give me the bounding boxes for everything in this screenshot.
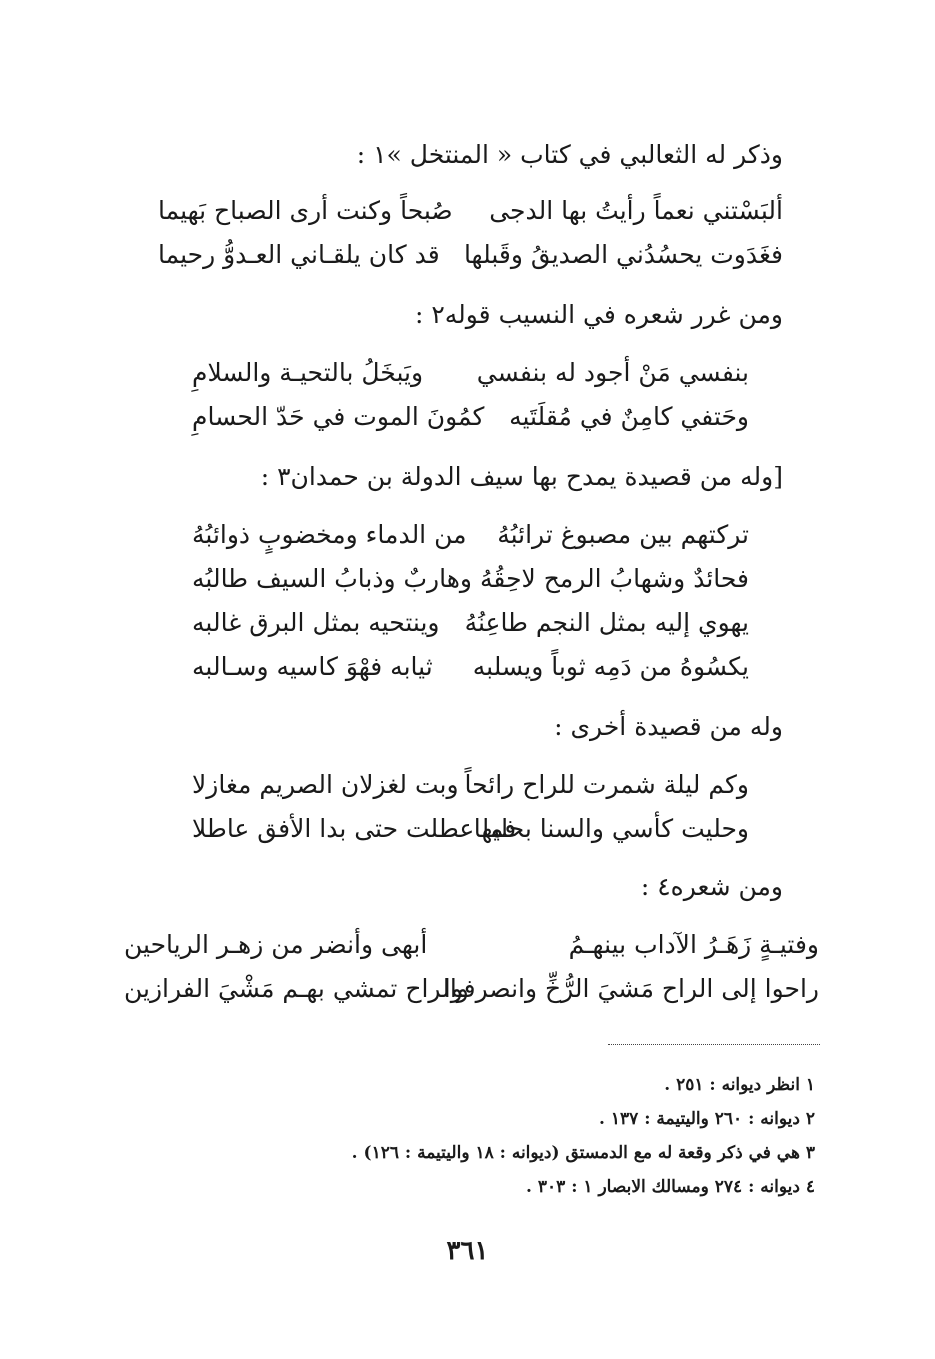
intro-line: وله من قصيدة أخرى :: [554, 712, 783, 741]
verse-left-hemistich: وبت لغزلان الصريم مغازلا: [192, 770, 459, 799]
footnote: ٣ هي في ذكر وقعة له مع الدمستق (ديوانه : ١٨ واليتيمة : ١٢٦) .: [351, 1143, 815, 1163]
verse-right-hemistich: تركتهم بين مصبوغ ترائبُهُ: [497, 520, 749, 549]
verse-left-hemistich: وينتحيه بمثل البرق غالبه: [192, 608, 440, 637]
verse-right-hemistich: وكم ليلة شمرت للراح رائحاً: [464, 770, 749, 799]
verse-right-hemistich: بنفسي مَنْ أجود له بنفسي: [476, 358, 749, 387]
intro-line: ومن شعره٤ :: [640, 872, 783, 901]
verse-right-hemistich: يكسُوهُ من دَمِه ثوباً ويسلبه: [472, 652, 749, 681]
verse-right-hemistich: راحوا إلى الراح مَشيَ الرُّخِّ وانصرفوا: [443, 974, 819, 1003]
verse-right-hemistich: يهوي إليه بمثل النجم طاعِنُهُ: [464, 608, 749, 637]
verse-left-hemistich: من الدماء ومخضوبٍ ذوائبُهُ: [192, 520, 467, 549]
verse-left-hemistich: ثيابه فهْوَ كاسيه وسـالبه: [192, 652, 433, 681]
verse-right-hemistich: وحليت كأسي والسنا بحليها: [473, 814, 749, 843]
footnote: ٤ ديوانه : ٢٧٤ ومسالك الابصار ١ : ٣٠٣ .: [526, 1177, 815, 1197]
verse-left-hemistich: أبهى وأنضر من زهـر الرياحين: [124, 930, 428, 959]
verse-right-hemistich: فغَدَوت يحسُدُني الصديقُ وقَبلها: [463, 240, 783, 269]
verse-left-hemistich: والراح تمشي بهـم مَشْيَ الفرازين: [124, 974, 469, 1003]
verse-left-hemistich: فما عطلت حتى بدا الأفق عاطلا: [192, 814, 517, 843]
verse-left-hemistich: ويَبخَلُ بالتحيـة والسلامِ: [192, 358, 424, 387]
page-number: ٣٦١: [446, 1236, 489, 1266]
footnote-separator: [608, 1044, 820, 1045]
intro-line: ومن غرر شعره في النسيب قوله٢ :: [414, 300, 783, 329]
verse-left-hemistich: كمُونَ الموت في حَدّ الحسامِ: [192, 402, 485, 431]
verse-right-hemistich: فحائدٌ وشهابُ الرمح لاحِقُهُ: [480, 564, 749, 593]
footnote: ٢ ديوانه : ٢٦٠ واليتيمة : ١٣٧ .: [599, 1109, 815, 1129]
verse-left-hemistich: وهاربٌ وذبابُ السيف طالبُه: [192, 564, 473, 593]
footnote: ١ انظر ديوانه : ٢٥١ .: [664, 1075, 815, 1095]
intro-line: [وله من قصيدة يمدح بها سيف الدولة بن حمدان٣ :: [260, 462, 783, 491]
verse-left-hemistich: قد كان يلقـاني العـدوُّ رحيما: [158, 240, 440, 269]
verse-right-hemistich: ألبَسْتني نعماً رأيتُ بها الدجى: [489, 196, 783, 225]
intro-line: وذكر له الثعالبي في كتاب « المنتخل »١ :: [356, 140, 783, 169]
verse-right-hemistich: وفتيـةٍ زَهَـرُ الآداب بينهـمُ: [568, 930, 819, 959]
verse-right-hemistich: وحَتفي كامِنٌ في مُقلَتَيه: [509, 402, 749, 431]
verse-left-hemistich: صُبحاً وكنت أرى الصباح بَهيما: [158, 196, 453, 225]
